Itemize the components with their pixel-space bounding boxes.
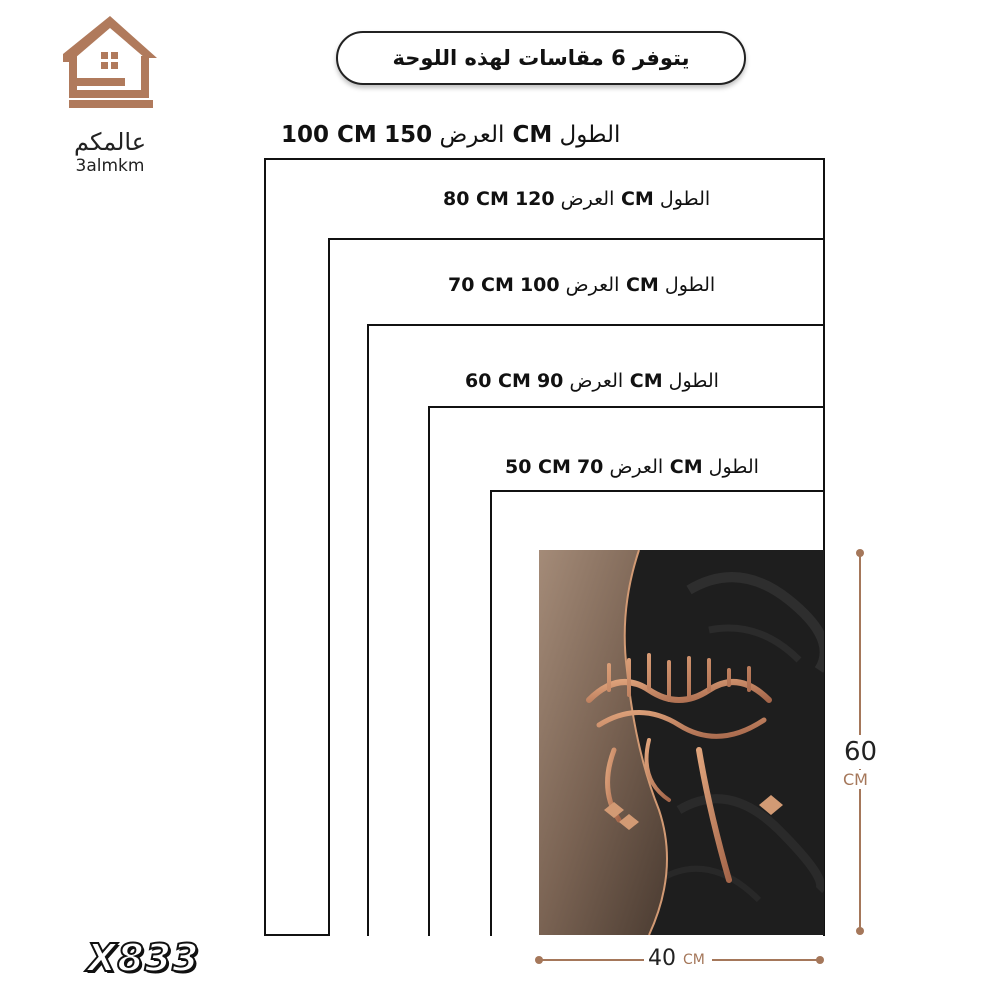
size-label-5 bbox=[505, 458, 759, 477]
width-value: 60 CM bbox=[465, 370, 531, 392]
width-label: العرض bbox=[609, 456, 664, 478]
dimension-dot bbox=[535, 956, 543, 964]
brand-name-arabic: عالمكم bbox=[73, 128, 147, 156]
length-label: الطول bbox=[664, 274, 716, 296]
basmala-artwork bbox=[539, 550, 824, 935]
length-label: الطول bbox=[659, 188, 711, 210]
width-label: العرض bbox=[560, 188, 615, 210]
width-label: العرض bbox=[565, 274, 620, 296]
length-value: 120 CM bbox=[514, 188, 654, 210]
height-value: 60 bbox=[844, 737, 878, 767]
width-label: العرض bbox=[569, 370, 624, 392]
size-label-2 bbox=[443, 190, 710, 209]
width-value: 100 CM bbox=[281, 122, 377, 148]
brand-name-latin: 3almkm bbox=[75, 156, 145, 176]
product-code: X833 bbox=[87, 936, 200, 980]
calligraphy-painting bbox=[539, 550, 824, 935]
length-label: الطول bbox=[668, 370, 719, 392]
brand-logo bbox=[55, 12, 165, 176]
dimension-dot bbox=[856, 927, 864, 935]
length-value: 90 CM bbox=[536, 370, 663, 392]
width-unit: CM bbox=[683, 952, 705, 968]
size-label-4 bbox=[465, 372, 719, 391]
width-value: 80 CM bbox=[443, 188, 509, 210]
banner-text: يتوفر 6 مقاسات لهذه اللوحة bbox=[392, 46, 690, 70]
length-value: 70 CM bbox=[576, 456, 703, 478]
length-label: الطول bbox=[559, 122, 621, 148]
width-value: 70 CM bbox=[448, 274, 514, 296]
sizes-available-banner bbox=[336, 31, 746, 85]
width-value: 40 bbox=[648, 946, 676, 971]
dimension-dot bbox=[856, 549, 864, 557]
house-icon bbox=[55, 12, 165, 130]
length-value: 100 CM bbox=[519, 274, 659, 296]
size-label-1 bbox=[281, 124, 620, 147]
height-unit: CM bbox=[843, 770, 868, 789]
size-label-3 bbox=[448, 276, 715, 295]
width-label: العرض bbox=[439, 122, 505, 148]
length-label: الطول bbox=[708, 456, 759, 478]
length-value: 150 CM bbox=[384, 122, 553, 148]
width-value: 50 CM bbox=[505, 456, 571, 478]
dimension-dot bbox=[816, 956, 824, 964]
